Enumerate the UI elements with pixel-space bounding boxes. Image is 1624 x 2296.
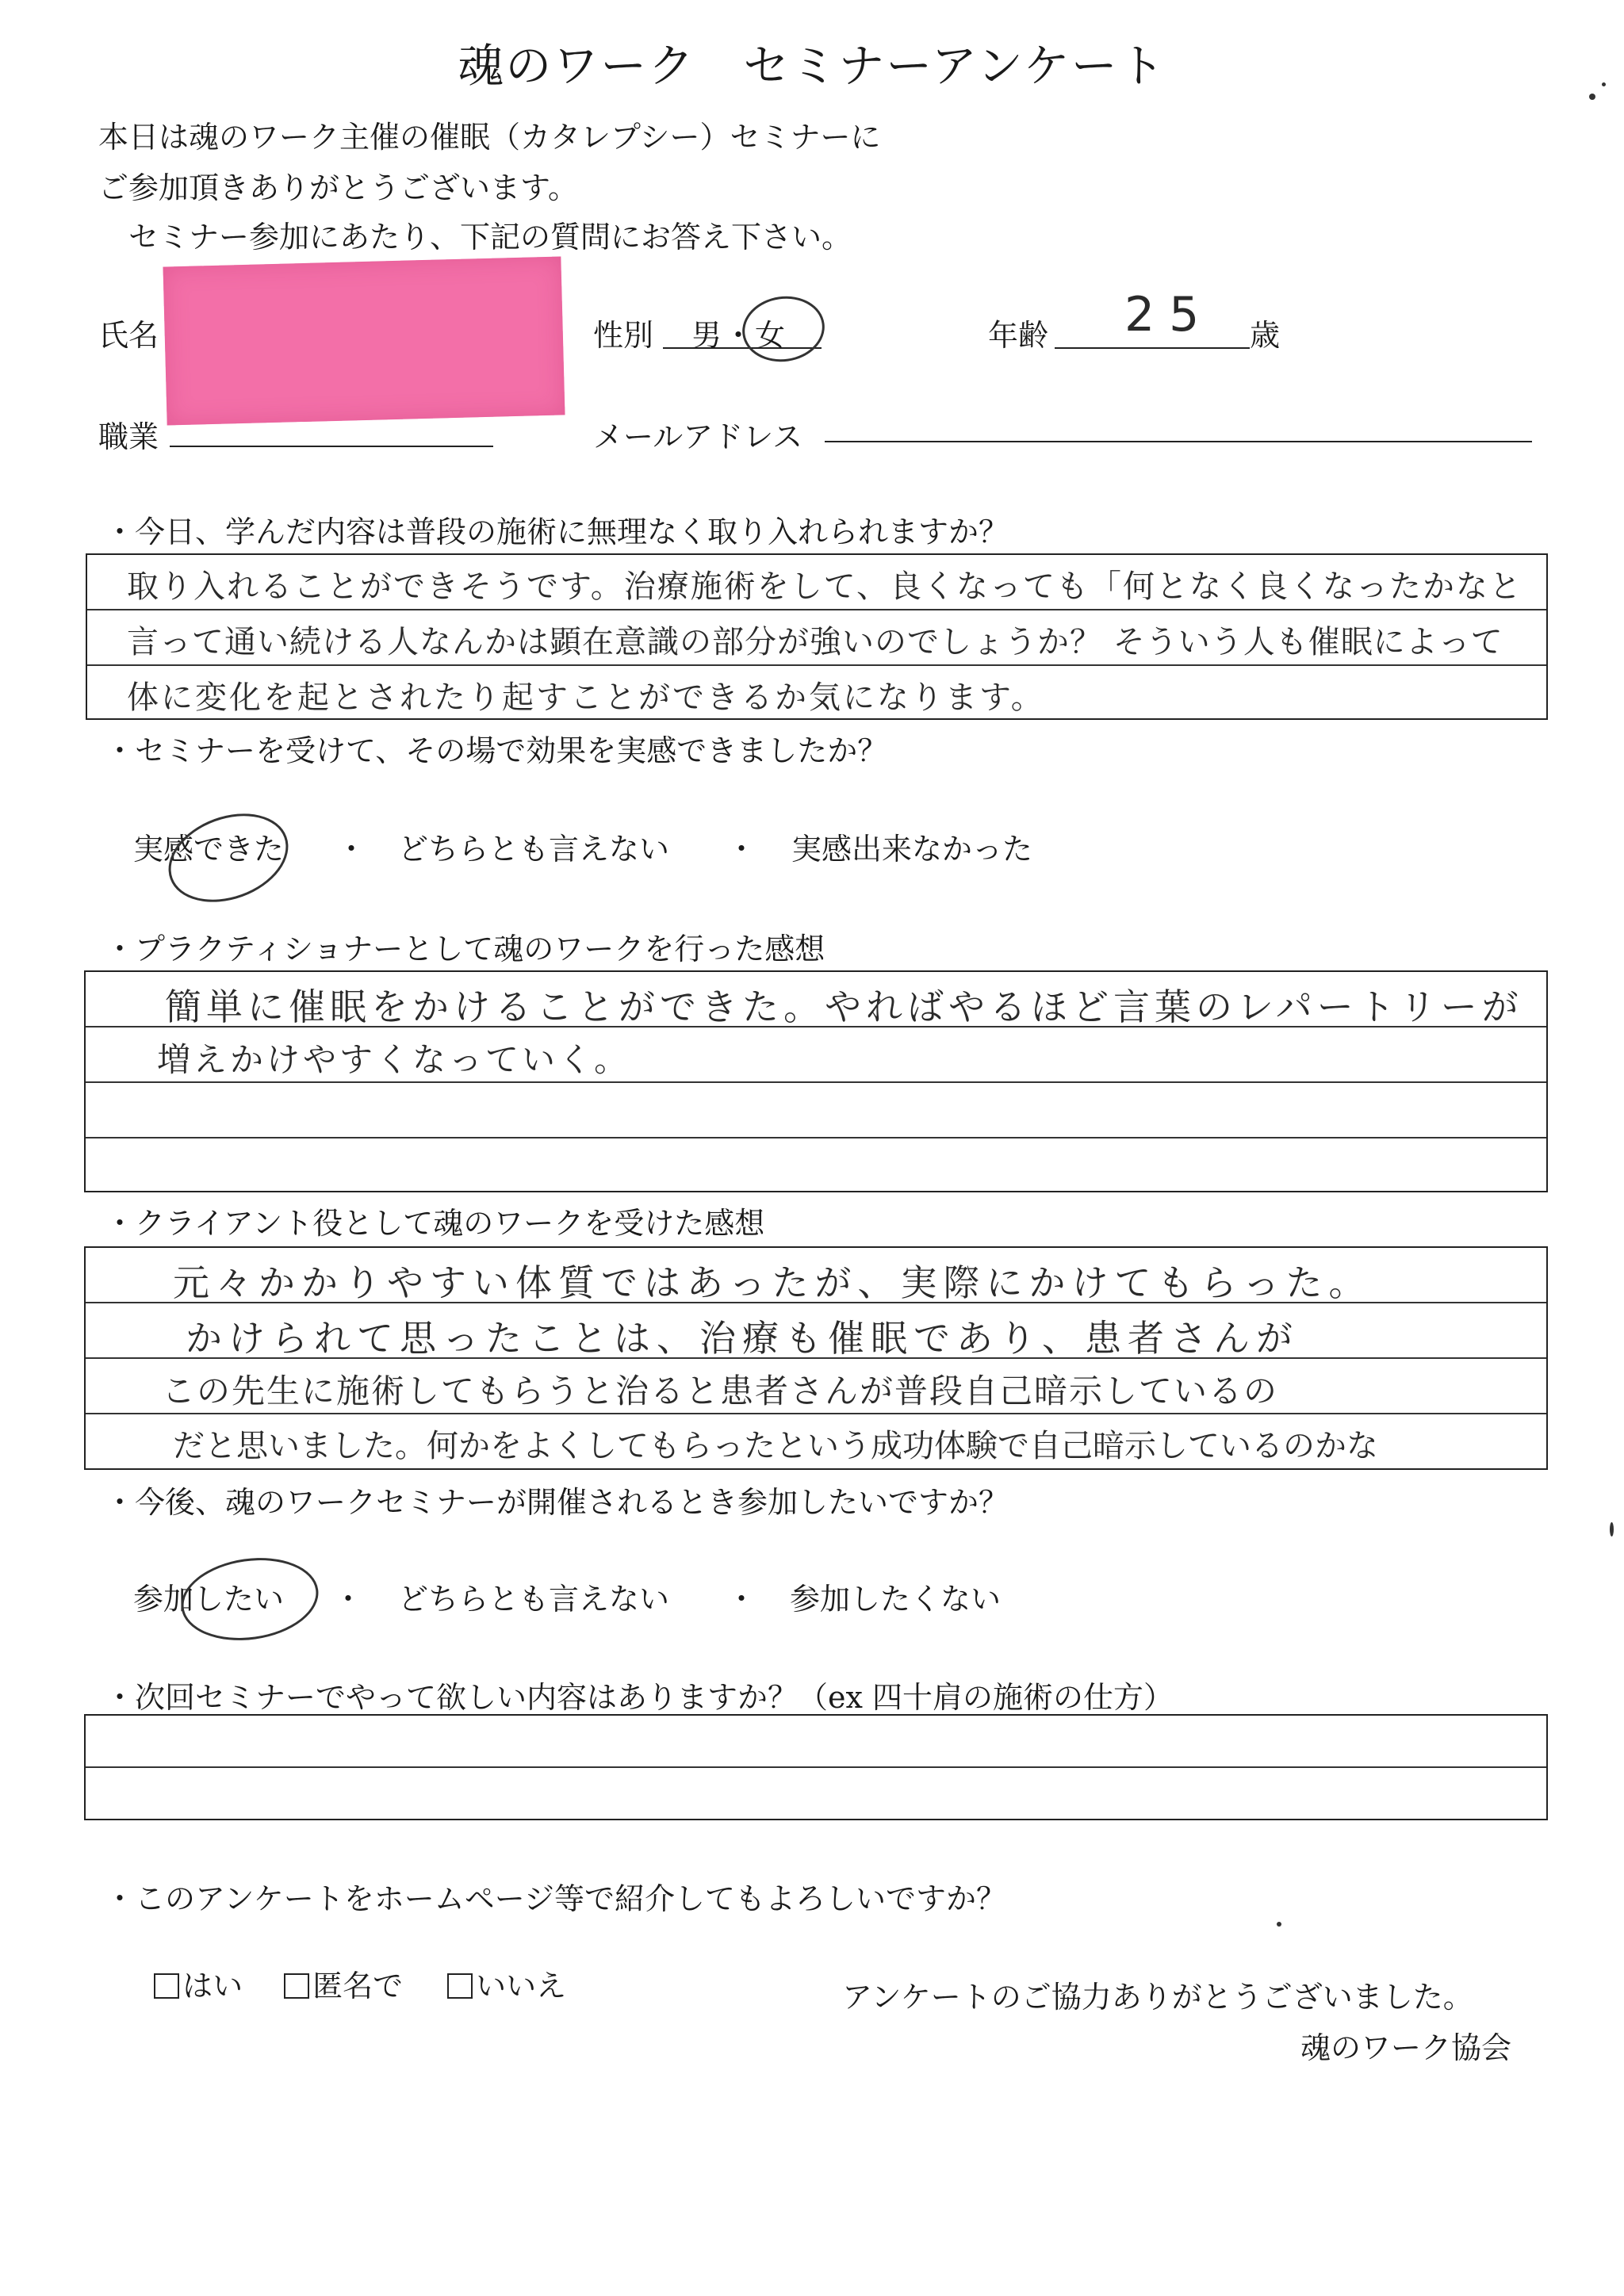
answer-box-6[interactable] <box>84 1714 1548 1820</box>
email-field[interactable] <box>825 441 1532 442</box>
gender-option-female[interactable]: 女 <box>755 318 786 353</box>
q2-option-neutral[interactable]: どちらとも言えない <box>398 832 670 867</box>
question-2: ・セミナーを受けて、その場で効果を実感できましたか？ <box>105 733 888 768</box>
answer-3-line-1: 簡単に催眠をかけることができた。やればやるほど言葉のレパートリーが <box>165 985 1523 1028</box>
age-value[interactable]: 25 <box>1124 287 1214 342</box>
scan-speck <box>1277 1922 1281 1927</box>
scan-speck <box>1602 82 1606 86</box>
q5-separator-1: ・ <box>333 1582 364 1617</box>
age-label: 年齢 <box>988 318 1049 353</box>
q7-option-anonymous-label: 匿名で <box>312 1969 404 2003</box>
job-label: 職業 <box>98 419 159 454</box>
answer-1-line-2: 言って通い続ける人なんかは顕在意識の部分が強いのでしょうか？ そういう人も催眠によって <box>127 624 1503 660</box>
q5-option-no[interactable]: 参加したくない <box>790 1582 1002 1617</box>
age-unit: 歳 <box>1250 318 1281 353</box>
name-label: 氏名 <box>98 318 159 353</box>
question-7: ・このアンケートをホームページ等で紹介してもよろしいですか？ <box>105 1881 1006 1916</box>
job-field[interactable] <box>170 446 493 447</box>
q7-option-no[interactable] <box>428 1927 566 2005</box>
q2-separator-2: ・ <box>726 832 757 867</box>
q2-selected-circle-mark <box>156 798 301 917</box>
gender-label: 性別 <box>593 318 654 353</box>
answer-4-line-2: かけられて思ったことは、治療も催眠であり、患者さんが <box>186 1317 1299 1360</box>
gender-female-circle-mark <box>738 291 829 367</box>
gender-separator: ・ <box>723 318 754 353</box>
q2-separator-1: ・ <box>336 832 367 867</box>
question-1: ・今日、学んだ内容は普段の施術に無理なく取り入れられますか？ <box>105 515 1009 549</box>
scan-speck <box>1610 1522 1614 1536</box>
question-5: ・今後、魂のワークセミナーが開催されるとき参加したいですか？ <box>105 1485 1009 1520</box>
question-6: ・次回セミナーでやって欲しい内容はありますか？（ex 四十肩の施術の仕方） <box>105 1680 1174 1715</box>
intro-line-3: セミナー参加にあたり、下記の質問にお答え下さい。 <box>98 220 852 254</box>
email-label: メールアドレス <box>593 419 803 454</box>
age-underline <box>1055 347 1250 349</box>
q5-option-yes[interactable]: 参加したい <box>133 1582 285 1617</box>
answer-box-1[interactable] <box>86 553 1548 720</box>
gender-option-male[interactable]: 男 <box>691 318 722 353</box>
question-3: ・プラクティショナーとして魂のワークを行った感想 <box>105 932 825 966</box>
answer-1-line-1: 取り入れることができそうです。治療施術をして、良くなっても「何となく良くなったかなと <box>127 568 1522 605</box>
q7-option-yes-label: はい <box>182 1969 243 2003</box>
answer-4-line-4: だと思いました。何かをよくしてもらったという成功体験で自己暗示しているのかな <box>173 1428 1378 1464</box>
intro-line-2: ご参加頂きありがとうございます。 <box>98 170 578 205</box>
answer-3-line-2: 増えかけやすくなっていく。 <box>157 1040 631 1079</box>
answer-1-line-3: 体に変化を起とされたり起すことができるか気になります。 <box>127 679 1045 716</box>
footer-thanks: アンケートのご協力ありがとうございました。 <box>842 1980 1473 2015</box>
answer-4-line-1: 元々かかりやすい体質ではあったが、実際にかけてもらった。 <box>173 1261 1372 1304</box>
q5-option-neutral[interactable]: どちらとも言えない <box>398 1582 670 1617</box>
answer-4-line-3: この先生に施術してもらうと治ると患者さんが普段自己暗示しているの <box>162 1372 1279 1410</box>
page-title: 魂のワーク セミナーアンケート <box>458 39 1166 93</box>
q2-option-no[interactable]: 実感出来なかった <box>791 832 1033 867</box>
q5-selected-circle-mark <box>176 1549 324 1648</box>
scan-speck <box>1589 94 1595 100</box>
answer-box-4[interactable] <box>84 1246 1548 1470</box>
q5-separator-2: ・ <box>726 1582 757 1617</box>
q7-option-no-label: いいえ <box>476 1969 567 2003</box>
q7-option-anonymous[interactable] <box>265 1927 403 2005</box>
name-redaction-sticker <box>163 256 565 425</box>
q2-option-yes[interactable]: 実感できた <box>133 832 285 867</box>
question-4: ・クライアント役として魂のワークを受けた感想 <box>105 1206 765 1241</box>
footer-organization: 魂のワーク協会 <box>1300 2030 1512 2065</box>
q7-option-yes[interactable] <box>135 1927 243 2005</box>
checkbox-anonymous[interactable] <box>284 1973 309 1999</box>
checkbox-yes[interactable] <box>154 1973 179 1999</box>
answer-box-3[interactable] <box>84 970 1548 1192</box>
checkbox-no[interactable] <box>447 1973 473 1999</box>
intro-line-1: 本日は魂のワーク主催の催眠（カタレプシー）セミナーに <box>98 120 881 155</box>
